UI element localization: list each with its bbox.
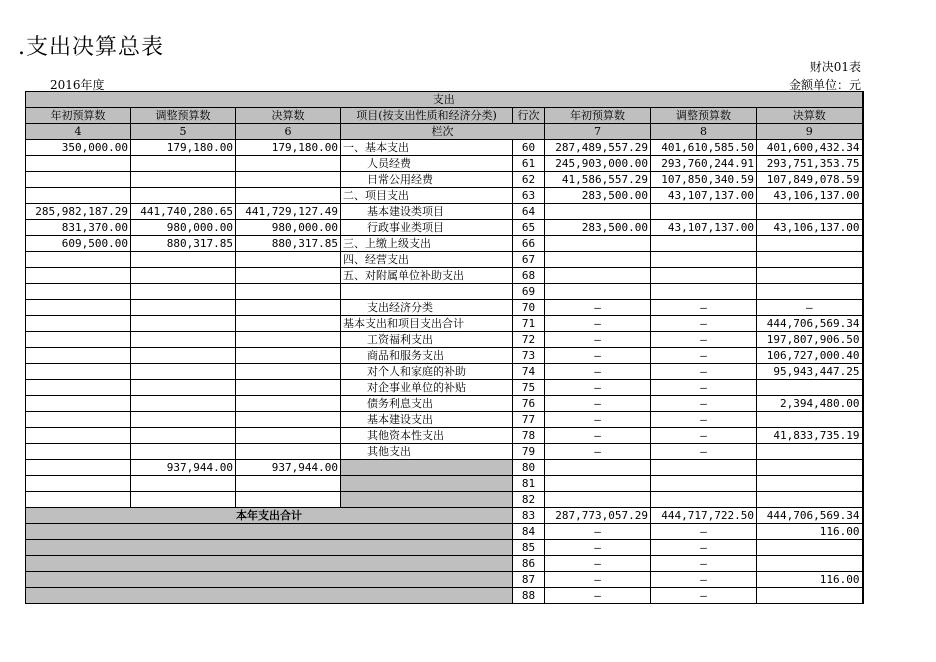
line-number: 76: [513, 396, 545, 412]
line-number: 70: [513, 300, 545, 316]
section-header: 支出: [26, 92, 863, 108]
right-amount-cell: 293,760,244.91: [651, 156, 757, 172]
right-amount-cell: 116.00: [757, 572, 863, 588]
column-header: 行次: [513, 108, 545, 124]
right-amount-cell: —: [651, 572, 757, 588]
left-amount-cell: [236, 348, 341, 364]
table-row: [26, 268, 863, 284]
table-row: [26, 380, 863, 396]
blank-label-cell: [26, 588, 513, 604]
page-title: .支出决算总表: [18, 35, 164, 60]
left-amount-cell: [26, 492, 131, 508]
right-amount-cell: [757, 444, 863, 460]
right-amount-cell: 43,106,137.00: [757, 220, 863, 236]
column-header: 年初预算数: [545, 108, 651, 124]
table-row: [26, 172, 863, 188]
column-header: 项目(按支出性质和经济分类): [341, 108, 513, 124]
left-amount-cell: [131, 172, 236, 188]
column-code: 4: [26, 124, 131, 140]
right-amount-cell: 95,943,447.25: [757, 364, 863, 380]
right-amount-cell: —: [651, 524, 757, 540]
right-amount-cell: [545, 476, 651, 492]
table-row: [26, 444, 863, 460]
line-number: 85: [513, 540, 545, 556]
right-amount-cell: 107,849,078.59: [757, 172, 863, 188]
table-row: [26, 204, 863, 220]
right-amount-cell: [651, 236, 757, 252]
line-item-label: 基本建设类项目: [341, 204, 513, 220]
left-amount-cell: [131, 300, 236, 316]
left-amount-cell: [26, 300, 131, 316]
line-item-label: 人员经费: [341, 156, 513, 172]
table-row: [26, 396, 863, 412]
left-amount-cell: 880,317.85: [131, 236, 236, 252]
left-amount-cell: [236, 268, 341, 284]
right-amount-cell: 41,833,735.19: [757, 428, 863, 444]
line-number: 79: [513, 444, 545, 460]
fiscal-year: 2016年度: [50, 78, 105, 92]
right-amount-cell: —: [651, 428, 757, 444]
left-amount-cell: [131, 348, 236, 364]
right-amount-cell: —: [651, 396, 757, 412]
right-amount-cell: —: [545, 300, 651, 316]
left-amount-cell: [131, 188, 236, 204]
table-row: [26, 412, 863, 428]
right-amount-cell: [651, 252, 757, 268]
table-row: [26, 300, 863, 316]
right-amount-cell: 41,586,557.29: [545, 172, 651, 188]
left-amount-cell: [26, 444, 131, 460]
column-code: 5: [131, 124, 236, 140]
left-amount-cell: [26, 460, 131, 476]
left-amount-cell: [236, 252, 341, 268]
right-amount-cell: 444,706,569.34: [757, 316, 863, 332]
right-amount-cell: —: [545, 524, 651, 540]
column-header: 年初预算数: [26, 108, 131, 124]
table-row: [26, 188, 863, 204]
left-amount-cell: [236, 412, 341, 428]
total-amount-cell: 444,717,722.50: [651, 508, 757, 524]
left-amount-cell: [236, 476, 341, 492]
line-number: 86: [513, 556, 545, 572]
left-amount-cell: [26, 476, 131, 492]
left-amount-cell: [26, 188, 131, 204]
right-amount-cell: [757, 556, 863, 572]
right-amount-cell: [545, 236, 651, 252]
left-amount-cell: 441,729,127.49: [236, 204, 341, 220]
line-item-label: 五、对附属单位补助支出: [341, 268, 513, 284]
table-row: [26, 588, 863, 604]
right-amount-cell: 107,850,340.59: [651, 172, 757, 188]
left-amount-cell: [236, 172, 341, 188]
line-number: 80: [513, 460, 545, 476]
left-amount-cell: [131, 492, 236, 508]
table-row: [26, 316, 863, 332]
right-amount-cell: [545, 252, 651, 268]
table-row: [26, 156, 863, 172]
line-number: 73: [513, 348, 545, 364]
line-number: 83: [513, 508, 545, 524]
line-item-label: [341, 476, 513, 492]
table-row: [26, 236, 863, 252]
right-amount-cell: [757, 268, 863, 284]
right-amount-cell: —: [651, 380, 757, 396]
left-amount-cell: [236, 156, 341, 172]
total-label: 本年支出合计: [26, 508, 513, 524]
right-amount-cell: [757, 236, 863, 252]
column-header: 决算数: [236, 108, 341, 124]
line-item-label: 三、上缴上级支出: [341, 236, 513, 252]
right-amount-cell: [757, 412, 863, 428]
left-amount-cell: [131, 396, 236, 412]
right-amount-cell: 43,106,137.00: [757, 188, 863, 204]
right-amount-cell: —: [545, 540, 651, 556]
line-number: 87: [513, 572, 545, 588]
column-header: 调整预算数: [131, 108, 236, 124]
right-amount-cell: [545, 492, 651, 508]
right-amount-cell: —: [545, 556, 651, 572]
left-amount-cell: [131, 332, 236, 348]
line-number: 81: [513, 476, 545, 492]
total-row: [26, 508, 863, 524]
right-amount-cell: —: [545, 364, 651, 380]
line-number: 84: [513, 524, 545, 540]
right-amount-cell: —: [651, 316, 757, 332]
left-amount-cell: 609,500.00: [26, 236, 131, 252]
right-amount-cell: 401,610,585.50: [651, 140, 757, 156]
right-amount-cell: —: [651, 556, 757, 572]
line-item-label: 对个人和家庭的补助: [341, 364, 513, 380]
table-row: [26, 364, 863, 380]
left-amount-cell: 937,944.00: [236, 460, 341, 476]
table-row: [26, 252, 863, 268]
right-amount-cell: [757, 252, 863, 268]
left-amount-cell: 980,000.00: [131, 220, 236, 236]
left-amount-cell: 179,180.00: [236, 140, 341, 156]
left-amount-cell: [131, 412, 236, 428]
right-amount-cell: [651, 476, 757, 492]
line-number: 78: [513, 428, 545, 444]
left-amount-cell: 285,982,187.29: [26, 204, 131, 220]
left-amount-cell: [131, 316, 236, 332]
column-code: 6: [236, 124, 341, 140]
right-amount-cell: —: [545, 588, 651, 604]
right-amount-cell: —: [545, 396, 651, 412]
right-amount-cell: [651, 204, 757, 220]
blank-label-cell: [26, 572, 513, 588]
right-amount-cell: [757, 380, 863, 396]
right-amount-cell: —: [545, 380, 651, 396]
table-row: [26, 428, 863, 444]
left-amount-cell: [131, 476, 236, 492]
right-amount-cell: [651, 492, 757, 508]
right-amount-cell: —: [651, 540, 757, 556]
line-number: 67: [513, 252, 545, 268]
line-number: 75: [513, 380, 545, 396]
right-amount-cell: —: [545, 332, 651, 348]
line-number: 82: [513, 492, 545, 508]
left-amount-cell: 980,000.00: [236, 220, 341, 236]
left-amount-cell: [236, 188, 341, 204]
line-item-label: 日常公用经费: [341, 172, 513, 188]
right-amount-cell: 197,807,906.50: [757, 332, 863, 348]
left-amount-cell: [131, 428, 236, 444]
right-amount-cell: 283,500.00: [545, 188, 651, 204]
left-amount-cell: 179,180.00: [131, 140, 236, 156]
right-amount-cell: 283,500.00: [545, 220, 651, 236]
left-amount-cell: [26, 380, 131, 396]
line-item-label: 商品和服务支出: [341, 348, 513, 364]
right-amount-cell: —: [757, 300, 863, 316]
line-number: 88: [513, 588, 545, 604]
left-amount-cell: 937,944.00: [131, 460, 236, 476]
left-amount-cell: 350,000.00: [26, 140, 131, 156]
line-item-label: 债务利息支出: [341, 396, 513, 412]
table-row: [26, 284, 863, 300]
right-amount-cell: —: [651, 412, 757, 428]
line-item-label: 支出经济分类: [341, 300, 513, 316]
table-row: [26, 540, 863, 556]
right-amount-cell: [757, 204, 863, 220]
left-amount-cell: [131, 284, 236, 300]
right-amount-cell: 43,107,137.00: [651, 220, 757, 236]
right-amount-cell: —: [545, 316, 651, 332]
line-number: 62: [513, 172, 545, 188]
blank-label-cell: [26, 540, 513, 556]
right-amount-cell: [545, 284, 651, 300]
line-number: 64: [513, 204, 545, 220]
currency-unit: 金额单位：元: [788, 78, 861, 92]
right-amount-cell: —: [651, 364, 757, 380]
left-amount-cell: [236, 444, 341, 460]
right-amount-cell: 43,107,137.00: [651, 188, 757, 204]
left-amount-cell: [26, 332, 131, 348]
right-amount-cell: [757, 540, 863, 556]
table-row: [26, 348, 863, 364]
table-row: [26, 556, 863, 572]
left-amount-cell: [236, 492, 341, 508]
right-amount-cell: —: [651, 332, 757, 348]
line-item-label: [341, 492, 513, 508]
left-amount-cell: [236, 300, 341, 316]
column-code: 7: [545, 124, 651, 140]
line-item-label: 基本支出和项目支出合计: [341, 316, 513, 332]
right-amount-cell: —: [545, 444, 651, 460]
blank-label-cell: [26, 524, 513, 540]
line-number: 60: [513, 140, 545, 156]
left-amount-cell: [131, 364, 236, 380]
table-row: [26, 460, 863, 476]
right-amount-cell: [757, 588, 863, 604]
left-amount-cell: [26, 156, 131, 172]
right-amount-cell: [545, 204, 651, 220]
line-item-label: 行政事业类项目: [341, 220, 513, 236]
table-row: [26, 524, 863, 540]
right-amount-cell: 106,727,000.40: [757, 348, 863, 364]
table-row: [26, 476, 863, 492]
table-row: [26, 140, 863, 156]
left-amount-cell: [26, 252, 131, 268]
line-number: 74: [513, 364, 545, 380]
line-item-label: [341, 284, 513, 300]
column-code: 栏次: [341, 124, 545, 140]
right-amount-cell: [757, 284, 863, 300]
right-amount-cell: [545, 268, 651, 284]
left-amount-cell: [236, 364, 341, 380]
left-amount-cell: [236, 396, 341, 412]
left-amount-cell: [26, 364, 131, 380]
table-row: [26, 492, 863, 508]
left-amount-cell: [26, 172, 131, 188]
right-amount-cell: 287,489,557.29: [545, 140, 651, 156]
right-amount-cell: —: [545, 428, 651, 444]
right-amount-cell: —: [651, 300, 757, 316]
left-amount-cell: [26, 316, 131, 332]
column-header: 调整预算数: [651, 108, 757, 124]
line-item-label: 其他支出: [341, 444, 513, 460]
right-amount-cell: [651, 268, 757, 284]
left-amount-cell: 441,740,280.65: [131, 204, 236, 220]
right-amount-cell: [545, 460, 651, 476]
right-amount-cell: —: [545, 348, 651, 364]
line-number: 69: [513, 284, 545, 300]
line-item-label: 一、基本支出: [341, 140, 513, 156]
expenditure-table: [25, 91, 864, 604]
right-amount-cell: 116.00: [757, 524, 863, 540]
right-amount-cell: —: [651, 348, 757, 364]
left-amount-cell: 880,317.85: [236, 236, 341, 252]
right-amount-cell: —: [545, 412, 651, 428]
right-amount-cell: —: [545, 572, 651, 588]
total-amount-cell: 287,773,057.29: [545, 508, 651, 524]
right-amount-cell: 401,600,432.34: [757, 140, 863, 156]
table-row: [26, 220, 863, 236]
total-amount-cell: 444,706,569.34: [757, 508, 863, 524]
left-amount-cell: [236, 380, 341, 396]
left-amount-cell: [26, 412, 131, 428]
line-item-label: 其他资本性支出: [341, 428, 513, 444]
left-amount-cell: [236, 284, 341, 300]
line-number: 68: [513, 268, 545, 284]
column-code: 8: [651, 124, 757, 140]
left-amount-cell: [236, 428, 341, 444]
line-number: 61: [513, 156, 545, 172]
left-amount-cell: [26, 348, 131, 364]
right-amount-cell: —: [651, 588, 757, 604]
left-amount-cell: [236, 316, 341, 332]
left-amount-cell: [26, 396, 131, 412]
line-number: 72: [513, 332, 545, 348]
column-header: 决算数: [757, 108, 863, 124]
left-amount-cell: [26, 268, 131, 284]
left-amount-cell: 831,370.00: [26, 220, 131, 236]
line-item-label: 二、项目支出: [341, 188, 513, 204]
right-amount-cell: 293,751,353.75: [757, 156, 863, 172]
blank-label-cell: [26, 556, 513, 572]
right-amount-cell: [757, 460, 863, 476]
form-number: 财决01表: [809, 60, 861, 74]
right-amount-cell: [757, 476, 863, 492]
left-amount-cell: [26, 428, 131, 444]
line-item-label: 四、经营支出: [341, 252, 513, 268]
right-amount-cell: 245,903,000.00: [545, 156, 651, 172]
right-amount-cell: [757, 492, 863, 508]
line-item-label: [341, 460, 513, 476]
left-amount-cell: [131, 380, 236, 396]
line-number: 65: [513, 220, 545, 236]
left-amount-cell: [131, 156, 236, 172]
line-item-label: 基本建设支出: [341, 412, 513, 428]
column-code: 9: [757, 124, 863, 140]
table-row: [26, 332, 863, 348]
right-amount-cell: —: [651, 444, 757, 460]
line-number: 66: [513, 236, 545, 252]
right-amount-cell: 2,394,480.00: [757, 396, 863, 412]
table-row: [26, 572, 863, 588]
left-amount-cell: [131, 268, 236, 284]
left-amount-cell: [26, 284, 131, 300]
line-item-label: 工资福利支出: [341, 332, 513, 348]
line-number: 71: [513, 316, 545, 332]
line-number: 77: [513, 412, 545, 428]
line-item-label: 对企事业单位的补贴: [341, 380, 513, 396]
right-amount-cell: [651, 460, 757, 476]
left-amount-cell: [131, 444, 236, 460]
right-amount-cell: [651, 284, 757, 300]
line-number: 63: [513, 188, 545, 204]
left-amount-cell: [236, 332, 341, 348]
left-amount-cell: [131, 252, 236, 268]
